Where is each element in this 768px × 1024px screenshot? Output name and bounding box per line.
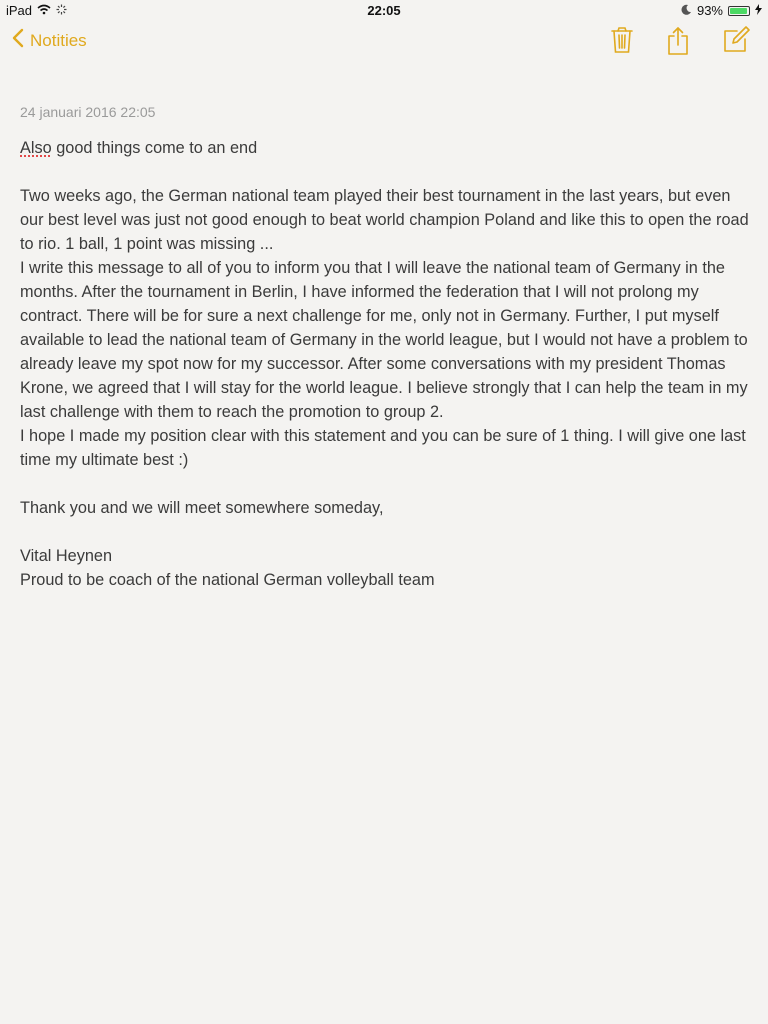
signature-title: Proud to be coach of the national German volleyball team bbox=[20, 571, 435, 589]
share-icon[interactable] bbox=[666, 26, 694, 56]
back-label: Notities bbox=[30, 30, 87, 50]
device-label: iPad bbox=[6, 3, 33, 18]
chevron-left-icon bbox=[12, 28, 24, 53]
battery-percent: 93% bbox=[696, 3, 723, 18]
trash-icon[interactable] bbox=[610, 26, 638, 56]
note-paragraph: I hope I made my position clear with this statement and you can be sure of 1 thing. I will give one last time my ultimate best :) bbox=[20, 427, 746, 469]
spellcheck-word[interactable]: Also bbox=[20, 139, 52, 157]
note-body[interactable] bbox=[20, 136, 750, 592]
blank-line bbox=[20, 472, 750, 496]
status-right bbox=[681, 3, 762, 18]
note-date: 24 januari 2016 22:05 bbox=[20, 104, 156, 120]
blank-line bbox=[20, 520, 750, 544]
battery-fill bbox=[730, 8, 747, 14]
signature-name: Vital Heynen bbox=[20, 547, 113, 565]
note-closing: Thank you and we will meet somewhere someday, bbox=[20, 499, 384, 517]
note-title-rest: good things come to an end bbox=[51, 139, 258, 157]
nav-bar bbox=[0, 22, 768, 62]
compose-icon[interactable] bbox=[722, 26, 750, 56]
note-paragraph: I write this message to all of you to inform you that I will leave the national team of Germany in the months. After the tournament in Berlin, I have informed the federation that I will not prolong my contract. There will be for sure a next challenge for me, only not in Germany. Further, I put myself available to lead the national team of Germany in the world league, but I would not have a problem to already leave my spot now for my successor. After some conversations with my president Thomas Krone, we agreed that I will stay for the world league. I believe strongly that I can help the team in my last challenge with them to reach the promotion to group 2. bbox=[20, 259, 748, 421]
blank-line bbox=[20, 160, 750, 184]
battery-icon bbox=[728, 6, 750, 16]
note-title bbox=[20, 136, 750, 160]
status-bar bbox=[0, 0, 768, 22]
status-time: 22:05 bbox=[367, 3, 401, 18]
note-paragraph: Two weeks ago, the German national team played their best tournament in the last years, but even our best level was just not good enough to beat world champion Poland and like this to open the road to rio. 1 ball, 1 point was missing ... bbox=[20, 187, 749, 253]
note-content[interactable] bbox=[20, 104, 750, 592]
back-button[interactable] bbox=[12, 28, 87, 53]
charging-icon bbox=[755, 3, 762, 18]
moon-icon bbox=[681, 3, 692, 18]
